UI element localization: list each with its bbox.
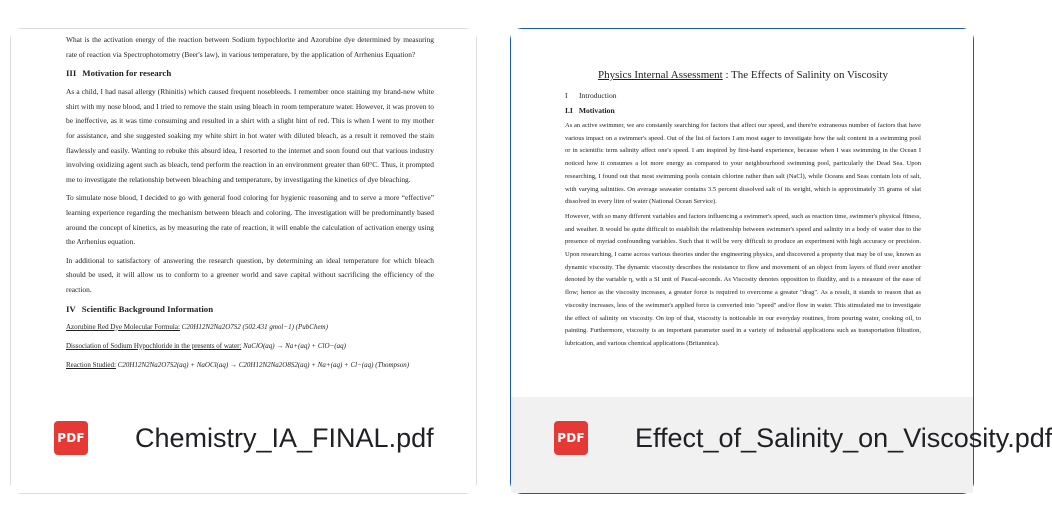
paragraph: However, with so many different variables and factors influencing a swimmer's speed, such as reaction time, swimmer's physical fitness, and weather. It would be quite difficult to establish the relationship between swimmer's speed and salinity in a body of water due to the presence of myriad confounding variables. Such that it will be very difficult to produce an experiment with high accuracy or precision. Upon researching, I came across various theories under the engineering physics, and discovered a property that may be of use, known as dynamic viscosity. The dynamic viscosity describes the resistance to flow and movement of an object from layers of fluid over another denoted by the variable η, with a SI unit of Pascal-seconds. As Viscosity denotes opposition to fluidity, and is a measure of the ease of flow; hence as the viscosity increases, a greater force is required to overcome a greater "drag". As a result, it stands to reason that as viscosity increases, less of the swimmer's applied force is converted into "speed" and/or flow in water. This stimulated me to investigate the effect of salinity on viscosity. On top of that, viscosity is noticeable in our everyday routines, from pouring water, cooking oil, to painting. Furthermore, viscosity is an important parameter used in a variety of industrial applications such as transportation filtration, lubrication, and various chemical applications (Britannica). [565, 212, 921, 347]
pdf-icon: PDF [554, 421, 588, 455]
paragraph: To simulate nose blood, I decided to go with general food coloring for hygienic reasoning and to serve a more “effective” learning experience regarding the mechanism between bleach and coloring. The investigation will be predominantly based around the concept of kinetics, as by measuring the rate of reaction, it will enable the calculation of activation energy using the Arrhenius equation. [66, 193, 434, 247]
paragraph: As a child, I had nasal allergy (Rhinitis) which caused frequent nosebleeds. I remember once staining my brand-new white shirt with my nose blood, and I tried to remove the stain using bleach in room temperature water. However, it was proven to be ineffective, as it was time consuming and resulted in a shirt with a slight hint of red. This is when I went to my mother for assistance, and she suggested soaking my white shirt in hot water with diluted bleach, as a result it removed the stain flawlessly and easily. Wanting to rebuke this absurd idea, I resorted to the internet and soon found out that various industry involving oxidizing agent such as bleach, tend perform the reaction in an environment greater than 60°C. Thus, it prompted me to investigate the relationship between bleaching and temperature, by investigating the kinetics of dye bleaching. [66, 87, 434, 184]
pdf-icon: PDF [54, 421, 88, 455]
section-heading: I Introduction [565, 91, 617, 100]
file-card-physics[interactable] [510, 28, 1052, 494]
formula-line: Azorubine Red Dye Molecular Formula: C20H12N2Na2O7S2 (502.431 gmol−1) (PubChem) [66, 322, 328, 331]
research-question: What is the activation energy of the reaction between Sodium hypochlorite and Azorubine dye determined by measuring rate of reaction via Spectrophotometry (Beer's law), in various temperature, by the application of Arrhenius Equation? [66, 35, 434, 59]
section-heading: III Motivation for research [66, 68, 172, 79]
section-heading: IV Scientific Background Information [66, 303, 214, 314]
paragraph: As an active swimmer, we are constantly searching for factors that affect our speed, and there're extraneous number of factors that have various impact on a swimmer's speed. Out of the list of factors I am most eager to investigate how the salt content in a swimming pool or in scientific term salinity affect one's speed. I am inspired by first-hand experience, because when I was swimming in the Ocean I noticed how it consumes a lot more energy as compared to your neighbourhood swimming pool, particularly the Dead Sea. Upon researching, I found out that most swimming pools contain chlorine rather than salt (NaCl), while Oceans and Seas contain lots of salt, with varying salinities. On average seawater contains 3.5 percent dissolved salt of its weight, which is approximately 35 grams of slat dissolved in every litre of water (National Ocean Service). [565, 122, 921, 206]
formula-line: Dissociation of Sodium Hypochloride in the presents of water: NaClO(aq) → Na+(aq) + ClO−(aq) [66, 341, 346, 350]
file-card-chemistry[interactable] [10, 28, 477, 494]
document-page [565, 69, 921, 353]
document-page [66, 33, 434, 378]
section-heading: I.I Motivation [565, 106, 615, 115]
file-card-footer [11, 397, 476, 493]
file-preview [511, 29, 973, 399]
file-card-footer [511, 397, 1052, 493]
file-name[interactable]: Effect_of_Salinity_on_Viscosity.pdf [635, 423, 1052, 453]
file-preview [11, 29, 476, 399]
document-title: Physics Internal Assessment : The Effects of Salinity on Viscosity [598, 69, 888, 81]
paragraph: In additional to satisfactory of answering the research question, by determining an ideal temperature for which bleach should be used, it will allow us to conform to a greener world and save capital without sacrificing the efficiency of the reaction. [66, 255, 434, 294]
formula-line: Reaction Studied: C20H12N2Na2O7S2(aq) + NaOCl(aq) → C20H12N2Na2O8S2(aq) + Na+(aq) + Cl−(aq) (Thompson) [66, 360, 410, 369]
file-name[interactable]: Chemistry_IA_FINAL.pdf [135, 423, 434, 453]
